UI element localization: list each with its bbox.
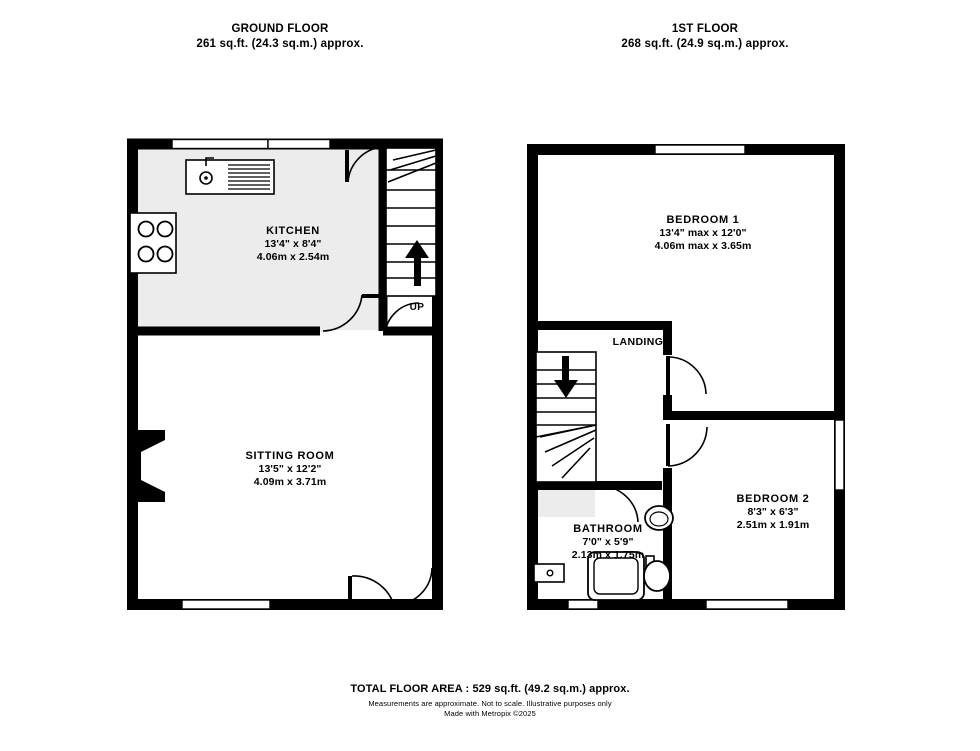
room-label-bedroom-1	[603, 214, 803, 253]
sitting-room-dims-metric: 4.09m x 3.71m	[253, 476, 327, 488]
kitchen-dims-metric: 4.06m x 2.54m	[256, 251, 330, 263]
ground-floor-area: 261 sq.ft. (24.3 sq.m.) approx.	[196, 38, 364, 50]
staircase-down	[536, 352, 596, 482]
kitchen-dims-imperial: 13'4" x 8'4"	[264, 238, 322, 250]
footer-note-line1: Measurements are approximate. Not to scale. Illustrative purposes only	[368, 699, 612, 708]
room-label-bathroom	[513, 523, 703, 562]
stair-up-label: UP	[409, 302, 425, 313]
bathroom-floor-tint	[533, 487, 595, 517]
room-label-bedroom-2	[678, 493, 868, 532]
bedroom-1-name: BEDROOM 1	[666, 214, 740, 226]
bedroom-2-dims-metric: 2.51m x 1.91m	[736, 519, 810, 531]
kitchen-hob	[130, 213, 176, 273]
kitchen-sink	[186, 158, 274, 194]
first-floor-area: 268 sq.ft. (24.9 sq.m.) approx.	[621, 38, 789, 50]
footer-note-line2: Made with Metropix ©2025	[444, 709, 536, 718]
room-label-kitchen	[193, 225, 393, 264]
bedroom-2-name: BEDROOM 2	[736, 493, 810, 505]
landing-label: LANDING	[612, 336, 664, 348]
first-floor-header	[575, 22, 835, 52]
bathroom-dims-imperial: 7'0" x 5'9"	[582, 536, 634, 548]
ground-floor-plan	[127, 140, 443, 611]
bedroom-2-dims-imperial: 8'3" x 6'3"	[747, 506, 799, 518]
staircase-up	[386, 148, 436, 296]
bathroom-dims-metric: 2.13m x 1.75m	[571, 549, 645, 561]
ground-floor-header	[150, 22, 410, 52]
room-label-sitting-room	[185, 450, 395, 489]
bedroom-1-dims-metric: 4.06m max x 3.65m	[654, 240, 752, 252]
footer	[0, 683, 980, 719]
bathroom-name: BATHROOM	[573, 523, 643, 535]
bedroom-1-dims-imperial: 13'4" max x 12'0"	[659, 227, 747, 239]
total-floor-area: TOTAL FLOOR AREA : 529 sq.ft. (49.2 sq.m.) approx.	[350, 683, 630, 695]
sitting-room-dims-imperial: 13'5" x 12'2"	[258, 463, 322, 475]
fireplace	[133, 430, 165, 502]
sitting-room-name: SITTING ROOM	[245, 450, 335, 462]
ground-floor-title: GROUND FLOOR	[231, 23, 329, 35]
kitchen-name: KITCHEN	[266, 225, 320, 237]
stair-down-label: DOWN	[541, 322, 575, 333]
bathroom-cupboard	[534, 564, 564, 582]
first-floor-title: 1ST FLOOR	[671, 23, 739, 35]
